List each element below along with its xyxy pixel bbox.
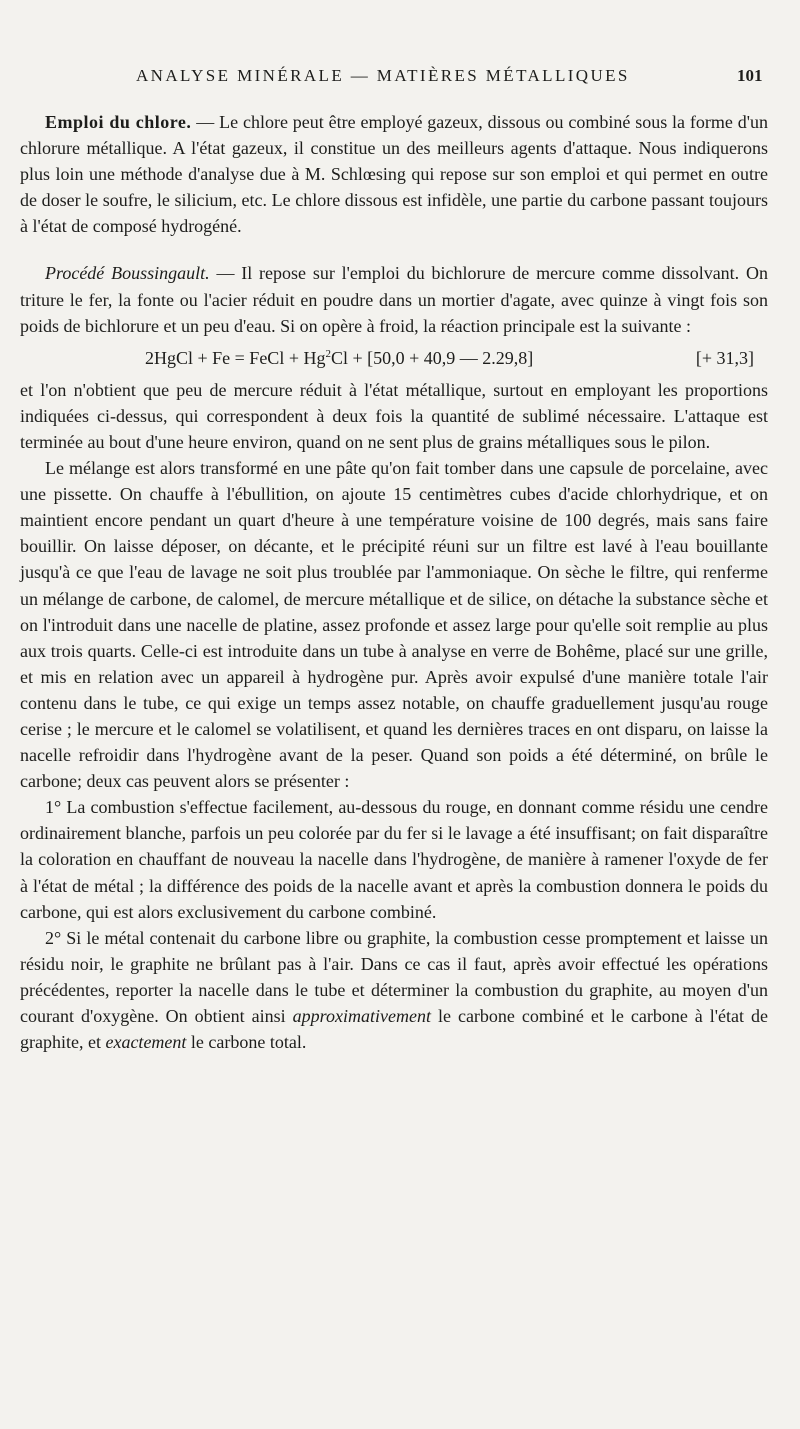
page-body: [20, 109, 768, 1055]
paragraph-text: 2° Si le métal contenait du carbone libre ou graphite, la combustion cesse promptement et laisse un résidu noir, le graphite ne brûlant pas à l'air. Dans ce cas il faut, après avoir effectué les opérations précédentes, reporter la nacelle dans le tube et déterminer la combustion du graphite, au moyen d'un courant d'oxygène. On obtient ainsi: [20, 927, 768, 1026]
equation-part: Cl + [50,0 + 40,9 — 2.29,8]: [330, 347, 534, 368]
equation-heat-value: [+ 31,3]: [695, 347, 754, 368]
chemical-equation: [20, 345, 768, 375]
paragraph-text: — Il repose sur l'emploi du bichlorure de mercure comme dissolvant. On triture le fer, la fonte ou l'acier réduit en poudre dans un mortier d'agate, avec quinze à vingt fois son poids de bichlorure et un peu d'eau. Si on opère à froid, la réaction principale est la suivante :: [20, 263, 768, 336]
section-heading-boussingault: Procédé Boussingault.: [45, 263, 210, 284]
emphasis-text: exactement: [105, 1032, 187, 1053]
equation-part: 2HgCl + Fe = FeCl + Hg: [145, 347, 326, 368]
paragraph-text: — Le chlore peut être employé gazeux, dissous ou combiné sous la forme d'un chlorure métallique. A l'état gazeux, il constitue un des meilleurs agents d'attaque. Nous indiquerons plus loin une méthode d'analyse due à M. Schlœsing qui repose sur son emploi et qui permet en outre de doser le soufre, le silicium, etc. Le chlore dissous est infidèle, une partie du carbone passant toujours à l'état de composé hydrogéné.: [20, 112, 768, 237]
paragraph-case-one: 1° La combustion s'effectue facilement, au-dessous du rouge, en donnant comme résidu une cendre ordinairement blanche, parfois un peu colorée par du fer si le lavage a été insuffisant; on fait disparaître la coloration en chauffant de nouveau la nacelle dans l'hydrogène, de manière à ramener l'oxyde de fer à l'état de métal ; la différence des poids de la nacelle avant et après la combustion donnera le poids du carbone, qui est alors exclusivement du carbone combiné.: [20, 797, 768, 922]
paragraph-case-two: [20, 925, 768, 1055]
running-header: [0, 66, 800, 94]
emphasis-text: approximativement: [292, 1006, 431, 1026]
page-number: 101: [737, 66, 763, 85]
header-title: ANALYSE MINÉRALE — MATIÈRES MÉTALLIQUES: [136, 66, 630, 85]
paragraph-text: le carbone combiné et le carbone à l'état de graphite, et: [20, 1006, 769, 1053]
paragraph-melange: Le mélange est alors transformé en une pâte qu'on fait tomber dans une capsule de porcelaine, avec une pissette. On chauffe à l'ébullition, on ajoute 15 centimètres cubes d'acide chlorhydrique, et on maintient encore pendant un quart d'heure à une température voisine de 100 degrés, mais sans faire bouillir. On laisse déposer, on décante, et le précipité réuni sur un filtre est lavé à l'eau bouillante jusqu'à ce que l'eau de lavage ne soit plus troublée par l'ammoniaque. On sèche le filtre, qui renferme un mélange de carbone, de calomel, de mercure métallique et de silice, on détache la substance sèche et on l'introduit dans une nacelle de platine, assez profonde et assez large pour qu'elle soit remplie au plus aux trois quarts. Celle-ci est introduite dans un tube à analyse en verre de Bohême, placé sur une grille, et mis en relation avec un appareil à hydrogène pur. Après avoir expulsé d'une manière totale l'air contenu dans le tube, ce qui exige un temps assez notable, on chauffe graduellement jusqu'au rouge cerise ; le mercure et le calomel se volatilisent, et quand les dernières traces en ont disparu, on laisse la nacelle refroidir dans l'hydrogène avant de la peser. Quand son poids a été déterminé, on brûle le carbone; deux cas peuvent alors se présenter :: [20, 458, 768, 792]
section-heading-chlore: Emploi du chlore.: [45, 112, 192, 132]
paragraph-spacer: [20, 239, 768, 260]
equation-superscript: 2: [325, 347, 331, 360]
paragraph-continuation: et l'on n'obtient que peu de mercure réduit à l'état métallique, surtout en employant les proportions indiquées ci-dessus, qui correspondent à deux fois la quantité de sublimé nécessaire. L'attaque est terminée au bout d'une heure environ, quand on ne sent plus de grains métalliques sous le pilon.: [20, 379, 768, 452]
paragraph-emploi-du-chlore: [20, 109, 768, 239]
equation-expression: [145, 345, 533, 371]
paragraph-procede-boussingault: [20, 260, 768, 338]
paragraph-text: le carbone total.: [186, 1032, 307, 1053]
